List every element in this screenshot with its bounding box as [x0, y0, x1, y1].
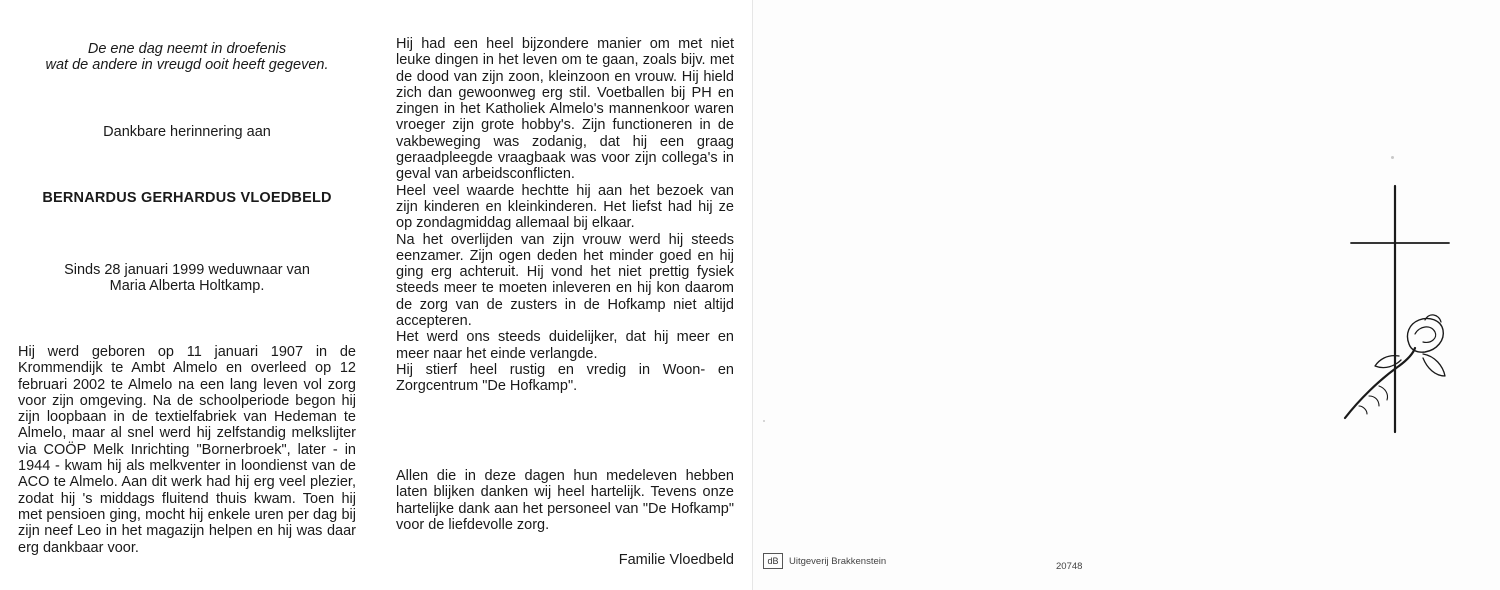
publisher-logo-icon: dB [763, 553, 783, 569]
story-paragraph-4: Het werd ons steeds duidelijker, dat hij meer en meer naar het einde verlangde. [396, 329, 734, 362]
motto-line-2: wat de andere in vreugd ooit heeft gegeven. [45, 57, 329, 74]
motto [18, 41, 356, 74]
life-story [396, 36, 734, 395]
widower-line-2: Maria Alberta Holtkamp. [109, 278, 265, 295]
card-outside [752, 0, 1500, 590]
story-paragraph-1: Hij had een heel bijzondere manier om met niet leuke dingen in het leven om te gaan, zoals bijv. met de dood van zijn zoon, kleinzoon en vrouw. Hij hield zich dan gewoonweg erg stil. Voetballen bij PH en zingen in het Katholiek Almelo's mannenkoor waren vroeger zijn grote hobby's. Zijn functioneren in de vakbeweging was zodanig, dat hij een graag geraadpleegde vraagbaak was voor zijn collega's in geval van arbeidsconflicten. [396, 36, 734, 183]
intro-text: Dankbare herinnering aan [103, 124, 271, 140]
biography-text: Hij werd geboren op 11 januari 1907 in de Krommendijk te Ambt Almelo en overleed op 12 februari 2002 te Almelo na een lang leven vol zorg voor zijn omgeving. Na de schoolperiode begon hij zijn loopbaan in de textielfabriek van Hedeman te Almelo, maar al snel werd hij zelfstandig melkslijter via COÖP Melk Inrichting "Bornerbroek", later - in 1944 - kwam hij als melkventer in loondienst van de ACO te Almelo. Aan dit werk had hij erg veel plezier, zodat hij 's middags fluitend thuis kwam. Toen hij met pensioen ging, mocht hij enkele uren per dag bij zijn neef Leo in het magazijn helpen en hij was daar erg dankbaar voor. [18, 344, 356, 556]
motto-line-1: De ene dag neemt in droefenis [87, 41, 287, 57]
deceased-name: BERNARDUS GERHARDUS VLOEDBELD [42, 190, 332, 206]
publisher-name: Uitgeverij Brakkenstein [789, 555, 887, 567]
widower-line-1: Sinds 28 januari 1999 weduwnaar van [64, 262, 310, 278]
story-paragraph-2: Heel veel waarde hechtte hij aan het bezoek van zijn kinderen en kleinkinderen. Het liefst had hij ze op zondagmiddag allemaal bij elkaar. [396, 182, 734, 232]
story-paragraph-5: Hij stierf heel rustig en vredig in Woon- en Zorgcentrum "De Hofkamp". [396, 361, 734, 395]
story-paragraph-3: Na het overlijden van zijn vrouw werd hij steeds eenzamer. Zijn ogen deden het minder goed en hij ging erg achteruit. Hij vond het niet prettig fysiek steeds meer te moeten inleveren en hij kon daarom de zorg van de zusters in de Hofkamp niet altijd accepteren. [396, 231, 734, 330]
family-signature: Familie Vloedbeld [618, 552, 734, 568]
thanks-text: Allen die in deze dagen hun medeleven hebben laten blijken danken wij heel hartelijk. Tevens onze hartelijke dank aan het personeel van "De Hofkamp" voor de liefdevolle zorg. [396, 468, 734, 533]
cross-icon [1339, 150, 1459, 440]
speck [763, 420, 765, 422]
card-code: 20748 [1056, 561, 1083, 572]
widower-note [18, 262, 356, 295]
publisher-credit [763, 553, 886, 569]
right-column [396, 36, 734, 568]
biography [18, 344, 356, 556]
